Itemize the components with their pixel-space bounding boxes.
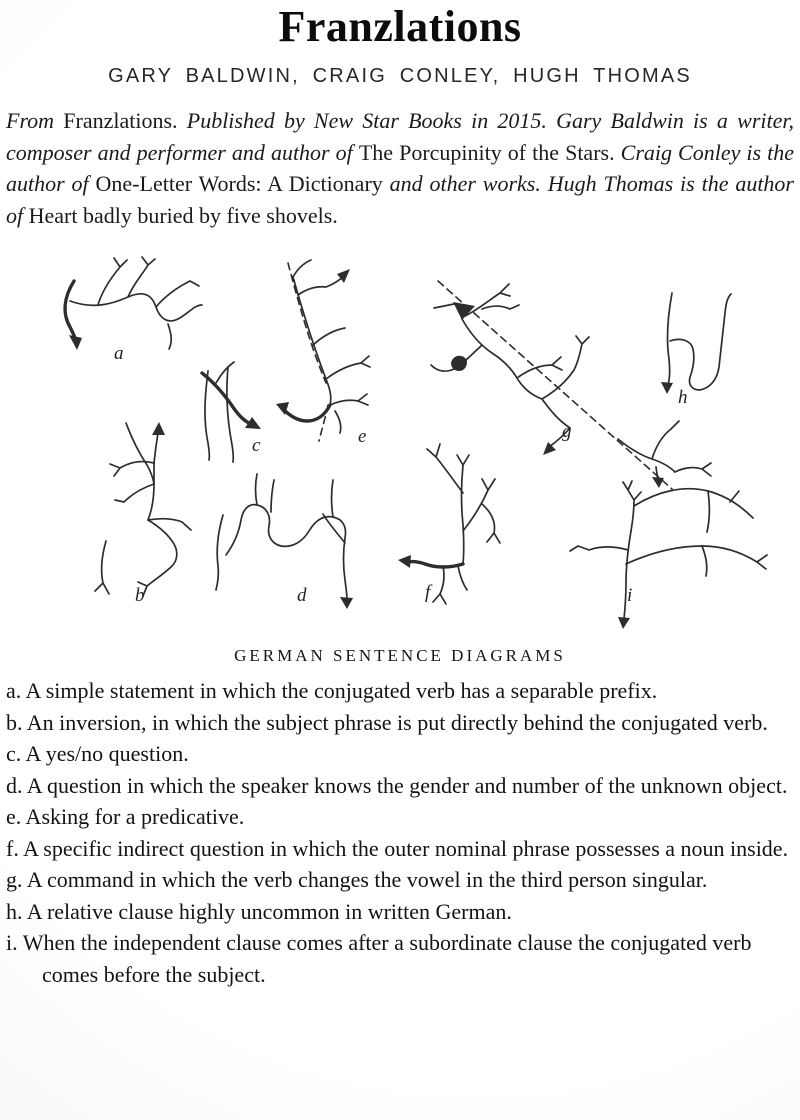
- legend-item: [6, 864, 794, 896]
- arrowhead-icon: [69, 335, 82, 350]
- legend-item: [6, 801, 794, 833]
- legend-item-text: A question in which the speaker knows the gender and number of the unknown object.: [22, 772, 788, 798]
- legend-item: [6, 738, 794, 770]
- legend-item-text: A yes/no question.: [21, 741, 189, 766]
- intro-segment: Published by New Star Books in 2015. Gary Baldwin is a writer, composer and performer and author of: [6, 108, 794, 165]
- sentence-diagram-i: [570, 481, 767, 629]
- sentence-diagram-a: [65, 257, 202, 364]
- legend-item: [6, 833, 794, 865]
- legend-item-label: i.: [6, 930, 18, 955]
- intro-segment: From: [6, 108, 64, 133]
- diagrams-drawing: [30, 253, 790, 637]
- intro-segment: Heart badly buried by five shovels.: [28, 202, 338, 228]
- intro-segment: Franzlations.: [63, 108, 187, 133]
- diagram-label: h: [678, 387, 688, 408]
- intro-segment: and other works. Hugh Thomas is the author of: [6, 171, 794, 228]
- legend-item-text: Asking for a predicative.: [21, 804, 245, 829]
- legend-item-text: A simple statement in which the conjugated verb has a separable prefix.: [21, 678, 658, 703]
- legend-item: [6, 707, 794, 739]
- sentence-diagram-e: [276, 260, 370, 447]
- legend-item-label: b.: [6, 709, 23, 735]
- legend-item-label: h.: [6, 898, 23, 924]
- intro-paragraph: [6, 105, 794, 231]
- diagram-label: i: [627, 585, 633, 606]
- page-title: Franzlations: [278, 2, 522, 51]
- intro-segment: One-Letter Words: A Dictionary: [95, 171, 390, 196]
- legend-item: [6, 896, 794, 928]
- sentence-diagram-h: [661, 293, 731, 408]
- sentence-diagrams-figure: [6, 253, 794, 639]
- arrowhead-icon: [340, 597, 353, 609]
- legend-item-label: c.: [6, 741, 22, 766]
- sentence-diagram-b: [95, 422, 191, 606]
- legend-item-label: d.: [6, 772, 23, 798]
- figure-caption: GERMAN SENTENCE DIAGRAMS: [234, 646, 566, 665]
- legend-item-text: A specific indirect question in which the outer nominal phrase possesses a noun inside.: [18, 835, 789, 861]
- diagram-label: g: [562, 421, 572, 442]
- arrowhead-icon: [618, 617, 630, 629]
- legend-item: [6, 675, 794, 707]
- intro-segment: The Porcupinity of the Stars.: [358, 139, 621, 165]
- sentence-diagram-f: [398, 444, 500, 604]
- legend-item-text: A relative clause highly uncommon in written German.: [22, 898, 512, 924]
- diagram-label: d: [297, 585, 307, 606]
- diagram-label: f: [425, 582, 431, 603]
- legend-item-label: g.: [6, 867, 23, 892]
- diagram-label: c: [252, 435, 261, 456]
- legend-item-text: An inversion, in which the subject phrase is put directly behind the conjugated verb.: [22, 709, 768, 735]
- legend-item: [6, 770, 794, 802]
- sentence-diagram-d: [216, 474, 353, 609]
- intro-segment: Craig Conley is the author of: [6, 139, 794, 196]
- legend-item-label: e.: [6, 804, 22, 829]
- diagram-label: a: [114, 343, 124, 364]
- arrowhead-icon: [652, 477, 664, 488]
- legend-item-text: A command in which the verb changes the vowel in the third person singular.: [22, 867, 708, 892]
- diagram-label: e: [358, 426, 367, 447]
- legend-item-label: a.: [6, 678, 22, 703]
- diagram-label: b: [135, 585, 145, 606]
- arrowhead-icon: [398, 555, 411, 568]
- sentence-diagram-c: [202, 362, 261, 462]
- authors-line: GARY BALDWIN, CRAIG CONLEY, HUGH THOMAS: [108, 65, 692, 87]
- legend-item: [6, 927, 794, 990]
- legend-item-text: When the independent clause comes after a subordinate clause the conjugated verb comes before the subject.: [17, 930, 752, 987]
- legend-list: [6, 675, 794, 990]
- arrowhead-icon: [661, 382, 673, 394]
- legend-item-label: f.: [6, 835, 19, 861]
